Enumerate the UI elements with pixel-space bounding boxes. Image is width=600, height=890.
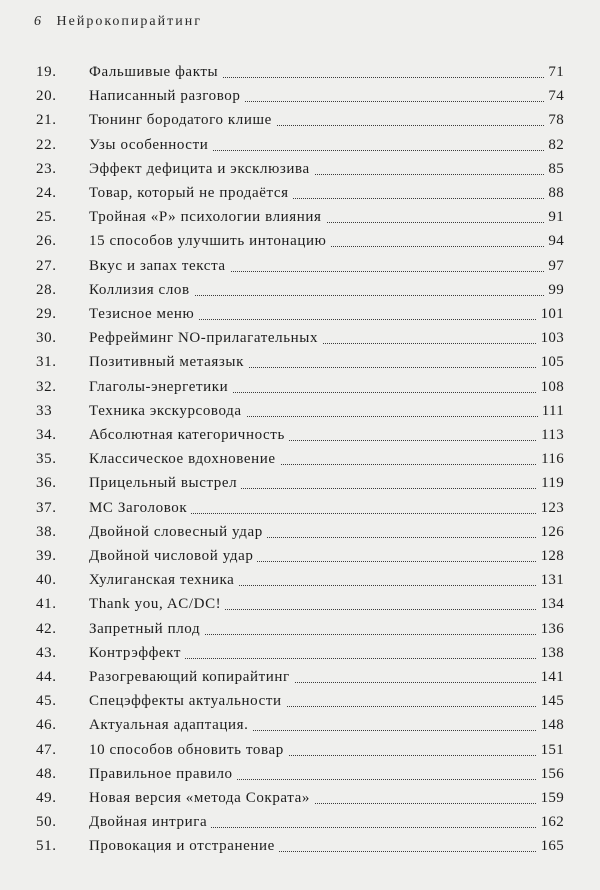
toc-entry-number: 41. <box>36 596 57 613</box>
toc-entry-title: Тройная «Р» психологии влияния <box>89 205 326 229</box>
toc-entry-number: 27. <box>36 257 57 274</box>
toc-entry <box>0 84 600 108</box>
toc-entry <box>0 520 600 544</box>
toc-entry-title: 15 способов улучшить интонацию <box>89 229 330 253</box>
toc-entry-number: 23. <box>36 160 57 177</box>
toc-entry-number: 25. <box>36 209 57 226</box>
toc-entry-title: Написанный разговор <box>89 84 245 108</box>
toc-entry <box>0 108 600 132</box>
toc-entry-page: 116 <box>537 447 564 471</box>
toc-entry-title: Тюнинг бородатого клише <box>89 108 276 132</box>
toc-entry-title: Коллизия слов <box>89 278 194 302</box>
toc-entry-title: Хулиганская техника <box>89 568 238 592</box>
toc-entry-title: Глаголы-энергетики <box>89 375 232 399</box>
toc-entry-page: 148 <box>537 713 564 737</box>
toc-entry-number: 21. <box>36 112 57 129</box>
toc-entry-page: 97 <box>544 254 564 278</box>
toc-entry-title: Товар, который не продаётся <box>89 181 293 205</box>
toc-entry-title: Тезисное меню <box>89 302 198 326</box>
toc-entry-title: Спецэффекты актуальности <box>89 689 286 713</box>
toc-entry-number: 51. <box>36 838 57 855</box>
toc-entry-page: 105 <box>537 350 564 374</box>
toc-entry-title: Узы особенности <box>89 133 212 157</box>
toc-entry-page: 78 <box>544 108 564 132</box>
toc-entry-number: 28. <box>36 281 57 298</box>
toc-entry-page: 85 <box>544 157 564 181</box>
toc-entry-number: 36. <box>36 475 57 492</box>
page-number: 6 <box>34 14 41 29</box>
toc-entry-title: Позитивный метаязык <box>89 350 248 374</box>
toc-entry-title: Контрэффект <box>89 641 185 665</box>
toc-entry-page: 113 <box>537 423 564 447</box>
toc-entry <box>0 665 600 689</box>
toc-entry-number: 24. <box>36 185 57 201</box>
toc-entry-number: 42. <box>36 620 57 637</box>
toc-entry-title: Двойной числовой удар <box>89 544 257 568</box>
toc-entry-page: 134 <box>537 592 564 616</box>
toc-entry-title: МС Заголовок <box>89 496 191 520</box>
toc-entry <box>0 471 600 495</box>
toc-entry-page: 138 <box>537 641 564 665</box>
toc-entry-title: Прицельный выстрел <box>89 471 241 495</box>
toc-entry-number: 31. <box>36 354 57 371</box>
toc-entry-page: 119 <box>537 471 564 495</box>
toc-entry-page: 162 <box>537 810 564 834</box>
toc-entry-title: Техника экскурсовода <box>89 399 246 423</box>
toc-entry-page: 74 <box>544 84 564 108</box>
toc-entry-page: 88 <box>544 181 564 205</box>
toc-entry <box>0 229 600 253</box>
toc-entry-page: 108 <box>537 375 564 399</box>
toc-entry-number: 39. <box>36 548 57 564</box>
toc-entry <box>0 399 600 423</box>
toc-entry <box>0 350 600 374</box>
toc-entry-title: Новая версия «метода Сократа» <box>89 786 314 810</box>
toc-entry-title: Провокация и отстранение <box>89 834 279 858</box>
toc-entry <box>0 641 600 665</box>
toc-entry-title: Фальшивые факты <box>89 60 222 84</box>
toc-entry-number: 33 <box>36 402 53 419</box>
toc-entry <box>0 834 600 858</box>
toc-entry-page: 141 <box>537 665 564 689</box>
toc-entry-number: 46. <box>36 717 57 734</box>
toc-entry <box>0 713 600 737</box>
toc-entry <box>0 592 600 616</box>
toc-entry-page: 128 <box>537 544 564 568</box>
toc-entry-page: 159 <box>537 786 564 810</box>
book-title: Нейрокопирайтинг <box>56 14 202 29</box>
toc-entry-page: 94 <box>544 229 564 253</box>
toc-entry-number: 43. <box>36 644 57 661</box>
toc-entry <box>0 786 600 810</box>
toc-entry-page: 126 <box>537 520 564 544</box>
toc-entry-number: 44. <box>36 669 57 685</box>
toc-entry <box>0 254 600 278</box>
toc-entry-title: Классическое вдохновение <box>89 447 280 471</box>
toc-entry-page: 131 <box>537 568 564 592</box>
toc-entry <box>0 762 600 786</box>
toc-entry-number: 35. <box>36 451 57 468</box>
toc-entry <box>0 133 600 157</box>
toc-entry-title: Двойной словесный удар <box>89 520 267 544</box>
toc-entry-number: 34. <box>36 427 57 443</box>
toc-entry-number: 32. <box>36 378 57 395</box>
toc-entry-number: 50. <box>36 814 57 831</box>
toc-entry-title: 10 способов обновить товар <box>89 738 288 762</box>
toc-entry <box>0 544 600 568</box>
toc-entry-number: 40. <box>36 572 57 589</box>
toc-entry <box>0 205 600 229</box>
toc-entry <box>0 302 600 326</box>
toc-entry-page: 165 <box>537 834 564 858</box>
toc-entry-number: 48. <box>36 765 57 782</box>
toc-entry-number: 29. <box>36 306 57 322</box>
toc-entry-title: Абсолютная категоричность <box>89 423 289 447</box>
toc-entry-number: 26. <box>36 233 57 250</box>
toc-entry-page: 123 <box>537 496 564 520</box>
toc-entry-page: 103 <box>537 326 564 350</box>
toc-entry-title: Thank you, AC/DC! <box>89 592 225 616</box>
toc-entry <box>0 326 600 350</box>
toc-entry <box>0 496 600 520</box>
toc-entry-page: 91 <box>544 205 564 229</box>
toc-entry-page: 145 <box>537 689 564 713</box>
toc-entry-page: 71 <box>544 60 564 84</box>
toc-entry-title: Рефрейминг NO-прилагательных <box>89 326 322 350</box>
toc-entry <box>0 447 600 471</box>
toc-entry <box>0 181 600 205</box>
toc-entry <box>0 375 600 399</box>
toc-entry <box>0 689 600 713</box>
toc-entry-page: 82 <box>544 133 564 157</box>
toc-entry-title: Двойная интрига <box>89 810 211 834</box>
toc-entry-number: 20. <box>36 88 57 105</box>
toc-entry-number: 38. <box>36 523 57 540</box>
toc-entry-page: 99 <box>544 278 564 302</box>
toc-entry-title: Вкус и запах текста <box>89 254 230 278</box>
toc-entry-page: 156 <box>537 762 564 786</box>
toc-entry-title: Эффект дефицита и эксклюзива <box>89 157 314 181</box>
running-header <box>34 14 202 30</box>
toc-entry <box>0 278 600 302</box>
toc-entry-title: Правильное правило <box>89 762 237 786</box>
toc-entry-number: 45. <box>36 693 57 710</box>
toc-entry <box>0 810 600 834</box>
toc-entry-title: Запретный плод <box>89 617 204 641</box>
toc-entry-number: 22. <box>36 136 57 153</box>
toc-entry-title: Разогревающий копирайтинг <box>89 665 294 689</box>
toc-entry <box>0 60 600 84</box>
toc-entry-number: 19. <box>36 64 57 80</box>
toc-entry <box>0 738 600 762</box>
toc-entry-title: Актуальная адаптация. <box>89 713 253 737</box>
toc-entry-number: 30. <box>36 330 57 347</box>
toc-entry-page: 136 <box>537 617 564 641</box>
toc-entry <box>0 568 600 592</box>
toc-entry-number: 37. <box>36 499 57 516</box>
toc-entry-number: 49. <box>36 790 57 806</box>
toc-entry <box>0 617 600 641</box>
toc-entry <box>0 423 600 447</box>
toc-entry <box>0 157 600 181</box>
toc-entry-page: 151 <box>537 738 564 762</box>
toc-entry-page: 101 <box>537 302 564 326</box>
toc-entry-page: 111 <box>538 399 564 423</box>
toc-entry-number: 47. <box>36 741 57 758</box>
